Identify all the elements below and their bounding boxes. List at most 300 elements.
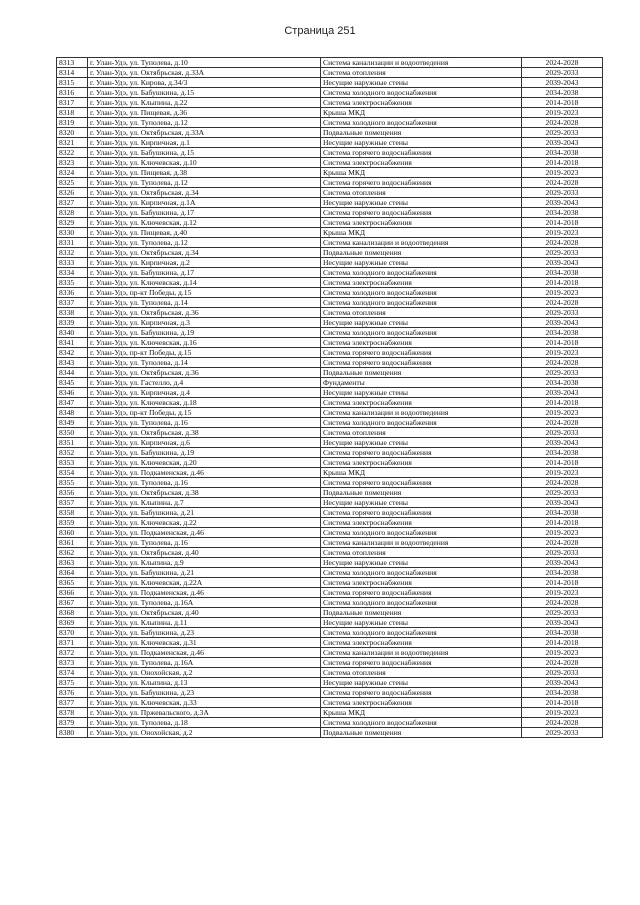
repair-period-cell: 2029-2033 [522,68,603,78]
table-row [57,648,603,658]
table-row [57,368,603,378]
address-cell: г. Улан-Удэ, ул. Клыпина, д.9 [88,558,321,568]
building-system-cell: Подвальные помещения [321,128,522,138]
row-number-cell: 8322 [57,148,88,158]
address-cell: г. Улан-Удэ, ул. Гастелло, д.4 [88,378,321,388]
address-cell: г. Улан-Удэ, ул. Туполева, д.12 [88,238,321,248]
table-row [57,458,603,468]
repair-period-cell: 2029-2033 [522,308,603,318]
building-system-cell: Подвальные помещения [321,728,522,738]
address-cell: г. Улан-Удэ, ул. Кирова, д.34/3 [88,78,321,88]
row-number-cell: 8345 [57,378,88,388]
repair-period-cell: 2019-2023 [522,348,603,358]
repair-period-cell: 2014-2018 [522,158,603,168]
address-cell: г. Улан-Удэ, пр-кт Победы, д.15 [88,348,321,358]
repair-period-cell: 2034-2038 [522,148,603,158]
repair-period-cell: 2024-2028 [522,58,603,68]
repair-period-cell: 2024-2028 [522,598,603,608]
address-cell: г. Улан-Удэ, ул. Октябрьская, д.33А [88,68,321,78]
repair-period-cell: 2014-2018 [522,398,603,408]
repair-period-cell: 2039-2043 [522,78,603,88]
building-system-cell: Система канализации и водоотведения [321,408,522,418]
address-cell: г. Улан-Удэ, ул. Октябрьская, д.33А [88,128,321,138]
address-cell: г. Улан-Удэ, ул. Подкаменская, д.46 [88,528,321,538]
repair-period-cell: 2034-2038 [522,628,603,638]
building-system-cell: Система холодного водоснабжения [321,298,522,308]
row-number-cell: 8380 [57,728,88,738]
building-system-cell: Система электроснабжения [321,338,522,348]
building-system-cell: Система горячего водоснабжения [321,208,522,218]
building-system-cell: Система горячего водоснабжения [321,148,522,158]
building-system-cell: Несущие наружные стены [321,198,522,208]
row-number-cell: 8337 [57,298,88,308]
row-number-cell: 8343 [57,358,88,368]
row-number-cell: 8347 [57,398,88,408]
address-cell: г. Улан-Удэ, ул. Бабушкина, д.23 [88,688,321,698]
address-cell: г. Улан-Удэ, ул. Клыпина, д.22 [88,98,321,108]
address-cell: г. Улан-Удэ, ул. Бабушкина, д.19 [88,448,321,458]
repair-period-cell: 2029-2033 [522,188,603,198]
row-number-cell: 8338 [57,308,88,318]
table-row [57,418,603,428]
table-row [57,658,603,668]
repair-period-cell: 2039-2043 [522,138,603,148]
building-system-cell: Крыша МКД [321,468,522,478]
repair-period-cell: 2019-2023 [522,588,603,598]
repair-period-cell: 2034-2038 [522,328,603,338]
row-number-cell: 8313 [57,58,88,68]
row-number-cell: 8346 [57,388,88,398]
building-system-cell: Несущие наружные стены [321,498,522,508]
repair-period-cell: 2039-2043 [522,618,603,628]
repair-period-cell: 2029-2033 [522,548,603,558]
building-system-cell: Система холодного водоснабжения [321,628,522,638]
table-row [57,98,603,108]
repair-period-cell: 2019-2023 [522,708,603,718]
row-number-cell: 8378 [57,708,88,718]
building-system-cell: Подвальные помещения [321,368,522,378]
row-number-cell: 8315 [57,78,88,88]
repair-period-cell: 2039-2043 [522,388,603,398]
building-system-cell: Система горячего водоснабжения [321,358,522,368]
address-cell: г. Улан-Удэ, ул. Ключевская, д.33 [88,698,321,708]
building-system-cell: Несущие наружные стены [321,618,522,628]
table-row [57,568,603,578]
repair-period-cell: 2014-2018 [522,218,603,228]
table-row [57,208,603,218]
building-system-cell: Система отопления [321,68,522,78]
repair-period-cell: 2029-2033 [522,368,603,378]
address-cell: г. Улан-Удэ, ул. Ключевская, д.31 [88,638,321,648]
table-row [57,108,603,118]
repair-period-cell: 2034-2038 [522,508,603,518]
building-system-cell: Система горячего водоснабжения [321,658,522,668]
address-cell: г. Улан-Удэ, ул. Подкаменская, д.46 [88,468,321,478]
row-number-cell: 8379 [57,718,88,728]
address-cell: г. Улан-Удэ, ул. Октябрьская, д.36 [88,368,321,378]
table-row [57,518,603,528]
row-number-cell: 8360 [57,528,88,538]
building-system-cell: Несущие наружные стены [321,258,522,268]
building-system-cell: Система канализации и водоотведения [321,538,522,548]
address-cell: г. Улан-Удэ, ул. Туполева, д.16 [88,478,321,488]
address-cell: г. Улан-Удэ, ул. Октябрьская, д.38 [88,488,321,498]
repair-period-cell: 2039-2043 [522,498,603,508]
repair-period-cell: 2024-2028 [522,238,603,248]
building-system-cell: Система электроснабжения [321,578,522,588]
row-number-cell: 8357 [57,498,88,508]
address-cell: г. Улан-Удэ, ул. Октябрьская, д.40 [88,608,321,618]
building-system-cell: Система горячего водоснабжения [321,478,522,488]
building-system-cell: Система электроснабжения [321,98,522,108]
building-system-cell: Система отопления [321,188,522,198]
building-system-cell: Несущие наружные стены [321,438,522,448]
row-number-cell: 8369 [57,618,88,628]
repair-period-cell: 2014-2018 [522,338,603,348]
row-number-cell: 8320 [57,128,88,138]
address-cell: г. Улан-Удэ, ул. Пищевая, д.38 [88,168,321,178]
building-system-cell: Система холодного водоснабжения [321,268,522,278]
address-cell: г. Улан-Удэ, ул. Октябрьская, д.36 [88,308,321,318]
repair-period-cell: 2029-2033 [522,728,603,738]
repair-period-cell: 2024-2028 [522,298,603,308]
building-system-cell: Несущие наружные стены [321,78,522,88]
building-system-cell: Система электроснабжения [321,698,522,708]
repair-period-cell: 2019-2023 [522,648,603,658]
table-row [57,398,603,408]
address-cell: г. Улан-Удэ, ул. Бабушкина, д.17 [88,268,321,278]
address-cell: г. Улан-Удэ, ул. Кирпичная, д.1 [88,138,321,148]
repair-period-cell: 2029-2033 [522,128,603,138]
address-cell: г. Улан-Удэ, ул. Ключевская, д.10 [88,158,321,168]
repair-period-cell: 2024-2028 [522,178,603,188]
address-cell: г. Улан-Удэ, ул. Туполева, д.14 [88,298,321,308]
row-number-cell: 8370 [57,628,88,638]
row-number-cell: 8375 [57,678,88,688]
building-system-cell: Система горячего водоснабжения [321,688,522,698]
building-system-cell: Система канализации и водоотведения [321,238,522,248]
repair-period-cell: 2034-2038 [522,568,603,578]
table-row [57,488,603,498]
address-cell: г. Улан-Удэ, ул. Туполева, д.12 [88,118,321,128]
repair-period-cell: 2039-2043 [522,558,603,568]
address-cell: г. Улан-Удэ, ул. Пржевальского, д.3А [88,708,321,718]
address-cell: г. Улан-Удэ, ул. Клыпина, д.7 [88,498,321,508]
building-system-cell: Подвальные помещения [321,248,522,258]
table-row [57,558,603,568]
address-cell: г. Улан-Удэ, ул. Бабушкина, д.15 [88,148,321,158]
address-cell: г. Улан-Удэ, ул. Октябрьская, д.34 [88,248,321,258]
table-row [57,688,603,698]
row-number-cell: 8344 [57,368,88,378]
row-number-cell: 8319 [57,118,88,128]
repair-period-cell: 2024-2028 [522,118,603,128]
building-system-cell: Система электроснабжения [321,278,522,288]
building-system-cell: Крыша МКД [321,228,522,238]
address-cell: г. Улан-Удэ, ул. Туполева, д.16 [88,418,321,428]
table-row [57,138,603,148]
building-system-cell: Крыша МКД [321,108,522,118]
building-system-cell: Несущие наружные стены [321,388,522,398]
address-cell: г. Улан-Удэ, ул. Кирпичная, д.3 [88,318,321,328]
table-row [57,708,603,718]
row-number-cell: 8331 [57,238,88,248]
table-row [57,228,603,238]
row-number-cell: 8316 [57,88,88,98]
table-row [57,78,603,88]
table-row [57,308,603,318]
repair-period-cell: 2029-2033 [522,488,603,498]
building-system-cell: Система электроснабжения [321,158,522,168]
address-cell: г. Улан-Удэ, ул. Бабушкина, д.19 [88,328,321,338]
table-row [57,578,603,588]
repair-period-cell: 2034-2038 [522,378,603,388]
building-system-cell: Система холодного водоснабжения [321,118,522,128]
repair-period-cell: 2024-2028 [522,478,603,488]
table-row [57,118,603,128]
repair-period-cell: 2019-2023 [522,228,603,238]
repair-period-cell: 2039-2043 [522,678,603,688]
repair-period-cell: 2029-2033 [522,668,603,678]
repair-period-cell: 2039-2043 [522,258,603,268]
building-system-cell: Система электроснабжения [321,638,522,648]
table-row [57,278,603,288]
table-row [57,188,603,198]
row-number-cell: 8325 [57,178,88,188]
row-number-cell: 8336 [57,288,88,298]
table-row [57,408,603,418]
registry-table [56,57,603,738]
row-number-cell: 8314 [57,68,88,78]
table-row [57,628,603,638]
repair-period-cell: 2039-2043 [522,318,603,328]
row-number-cell: 8376 [57,688,88,698]
table-row [57,168,603,178]
repair-period-cell: 2024-2028 [522,358,603,368]
table-row [57,378,603,388]
table-row [57,428,603,438]
repair-period-cell: 2024-2028 [522,538,603,548]
address-cell: г. Улан-Удэ, ул. Октябрьская, д.38 [88,428,321,438]
repair-period-cell: 2034-2038 [522,268,603,278]
building-system-cell: Система отопления [321,548,522,558]
address-cell: г. Улан-Удэ, ул. Подкаменская, д.46 [88,648,321,658]
building-system-cell: Система горячего водоснабжения [321,508,522,518]
address-cell: г. Улан-Удэ, ул. Кирпичная, д.1А [88,198,321,208]
table-row [57,318,603,328]
building-system-cell: Система отопления [321,428,522,438]
building-system-cell: Система горячего водоснабжения [321,348,522,358]
address-cell: г. Улан-Удэ, ул. Туполева, д.16А [88,658,321,668]
address-cell: г. Улан-Удэ, ул. Кирпичная, д.2 [88,258,321,268]
table-row [57,728,603,738]
address-cell: г. Улан-Удэ, ул. Туполева, д.18 [88,718,321,728]
address-cell: г. Улан-Удэ, ул. Онохойская, д.2 [88,668,321,678]
table-row [57,698,603,708]
table-row [57,448,603,458]
table-row [57,288,603,298]
building-system-cell: Система электроснабжения [321,218,522,228]
address-cell: г. Улан-Удэ, ул. Ключевская, д.20 [88,458,321,468]
repair-period-cell: 2019-2023 [522,528,603,538]
repair-period-cell: 2014-2018 [522,278,603,288]
row-number-cell: 8353 [57,458,88,468]
building-system-cell: Система холодного водоснабжения [321,418,522,428]
table-row [57,328,603,338]
building-system-cell: Подвальные помещения [321,608,522,618]
table-row [57,438,603,448]
building-system-cell: Несущие наружные стены [321,558,522,568]
table-row [57,58,603,68]
table-row [57,218,603,228]
row-number-cell: 8339 [57,318,88,328]
address-cell: г. Улан-Удэ, ул. Октябрьская, д.40 [88,548,321,558]
address-cell: г. Улан-Удэ, ул. Туполева, д.10 [88,58,321,68]
row-number-cell: 8358 [57,508,88,518]
table-row [57,478,603,488]
address-cell: г. Улан-Удэ, ул. Клыпина, д.13 [88,678,321,688]
row-number-cell: 8364 [57,568,88,578]
row-number-cell: 8324 [57,168,88,178]
row-number-cell: 8349 [57,418,88,428]
row-number-cell: 8326 [57,188,88,198]
building-system-cell: Система канализации и водоотведения [321,58,522,68]
row-number-cell: 8340 [57,328,88,338]
address-cell: г. Улан-Удэ, ул. Бабушкина, д.23 [88,628,321,638]
address-cell: г. Улан-Удэ, ул. Кирпичная, д.6 [88,438,321,448]
table-row [57,388,603,398]
address-cell: г. Улан-Удэ, ул. Ключевская, д.12 [88,218,321,228]
repair-period-cell: 2019-2023 [522,468,603,478]
row-number-cell: 8363 [57,558,88,568]
building-system-cell: Система холодного водоснабжения [321,88,522,98]
table-row [57,148,603,158]
building-system-cell: Система холодного водоснабжения [321,328,522,338]
building-system-cell: Несущие наружные стены [321,318,522,328]
row-number-cell: 8362 [57,548,88,558]
repair-period-cell: 2019-2023 [522,288,603,298]
row-number-cell: 8318 [57,108,88,118]
row-number-cell: 8323 [57,158,88,168]
row-number-cell: 8372 [57,648,88,658]
address-cell: г. Улан-Удэ, ул. Ключевская, д.18 [88,398,321,408]
address-cell: г. Улан-Удэ, ул. Кирпичная, д.4 [88,388,321,398]
repair-period-cell: 2034-2038 [522,448,603,458]
repair-period-cell: 2014-2018 [522,98,603,108]
repair-period-cell: 2029-2033 [522,608,603,618]
table-row [57,178,603,188]
table-row [57,348,603,358]
repair-period-cell: 2034-2038 [522,88,603,98]
row-number-cell: 8327 [57,198,88,208]
building-system-cell: Крыша МКД [321,168,522,178]
row-number-cell: 8351 [57,438,88,448]
address-cell: г. Улан-Удэ, ул. Клыпина, д.11 [88,618,321,628]
row-number-cell: 8317 [57,98,88,108]
address-cell: г. Улан-Удэ, ул. Ключевская, д.14 [88,278,321,288]
table-row [57,508,603,518]
row-number-cell: 8355 [57,478,88,488]
address-cell: г. Улан-Удэ, ул. Бабушкина, д.17 [88,208,321,218]
row-number-cell: 8374 [57,668,88,678]
address-cell: г. Улан-Удэ, ул. Бабушкина, д.15 [88,88,321,98]
row-number-cell: 8329 [57,218,88,228]
address-cell: г. Улан-Удэ, ул. Подкаменская, д.46 [88,588,321,598]
address-cell: г. Улан-Удэ, ул. Бабушкина, д.21 [88,568,321,578]
row-number-cell: 8366 [57,588,88,598]
row-number-cell: 8350 [57,428,88,438]
row-number-cell: 8377 [57,698,88,708]
table-row [57,298,603,308]
building-system-cell: Система горячего водоснабжения [321,588,522,598]
table-row [57,538,603,548]
building-system-cell: Система горячего водоснабжения [321,448,522,458]
building-system-cell: Система холодного водоснабжения [321,288,522,298]
building-system-cell: Система электроснабжения [321,518,522,528]
row-number-cell: 8361 [57,538,88,548]
repair-period-cell: 2034-2038 [522,688,603,698]
row-number-cell: 8356 [57,488,88,498]
building-system-cell: Система электроснабжения [321,458,522,468]
address-cell: г. Улан-Удэ, ул. Ключевская, д.22А [88,578,321,588]
address-cell: г. Улан-Удэ, ул. Пищевая, д.36 [88,108,321,118]
address-cell: г. Улан-Удэ, ул. Туполева, д.14 [88,358,321,368]
building-system-cell: Система холодного водоснабжения [321,718,522,728]
repair-period-cell: 2019-2023 [522,408,603,418]
address-cell: г. Улан-Удэ, ул. Онохойская, д.2 [88,728,321,738]
table-row [57,668,603,678]
repair-period-cell: 2039-2043 [522,438,603,448]
building-system-cell: Система холодного водоснабжения [321,528,522,538]
table-row [57,268,603,278]
row-number-cell: 8328 [57,208,88,218]
repair-period-cell: 2014-2018 [522,698,603,708]
building-system-cell: Крыша МКД [321,708,522,718]
building-system-cell: Система отопления [321,668,522,678]
repair-period-cell: 2039-2043 [522,198,603,208]
table-row [57,588,603,598]
table-row [57,158,603,168]
row-number-cell: 8352 [57,448,88,458]
address-cell: г. Улан-Удэ, ул. Туполева, д.12 [88,178,321,188]
table-row [57,358,603,368]
repair-period-cell: 2024-2028 [522,418,603,428]
table-row [57,68,603,78]
building-system-cell: Несущие наружные стены [321,138,522,148]
address-cell: г. Улан-Удэ, ул. Бабушкина, д.21 [88,508,321,518]
building-system-cell: Система холодного водоснабжения [321,598,522,608]
repair-period-cell: 2014-2018 [522,518,603,528]
table-row [57,88,603,98]
building-system-cell: Система отопления [321,308,522,318]
table-row [57,198,603,208]
building-system-cell: Система холодного водоснабжения [321,568,522,578]
row-number-cell: 8334 [57,268,88,278]
row-number-cell: 8373 [57,658,88,668]
building-system-cell: Подвальные помещения [321,488,522,498]
table-row [57,338,603,348]
building-system-cell: Система канализации и водоотведения [321,648,522,658]
table-row [57,598,603,608]
row-number-cell: 8321 [57,138,88,148]
address-cell: г. Улан-Удэ, пр-кт Победы, д.15 [88,288,321,298]
table-row [57,258,603,268]
address-cell: г. Улан-Удэ, ул. Пищевая, д.40 [88,228,321,238]
table-row [57,468,603,478]
row-number-cell: 8348 [57,408,88,418]
repair-period-cell: 2014-2018 [522,578,603,588]
repair-period-cell: 2014-2018 [522,458,603,468]
